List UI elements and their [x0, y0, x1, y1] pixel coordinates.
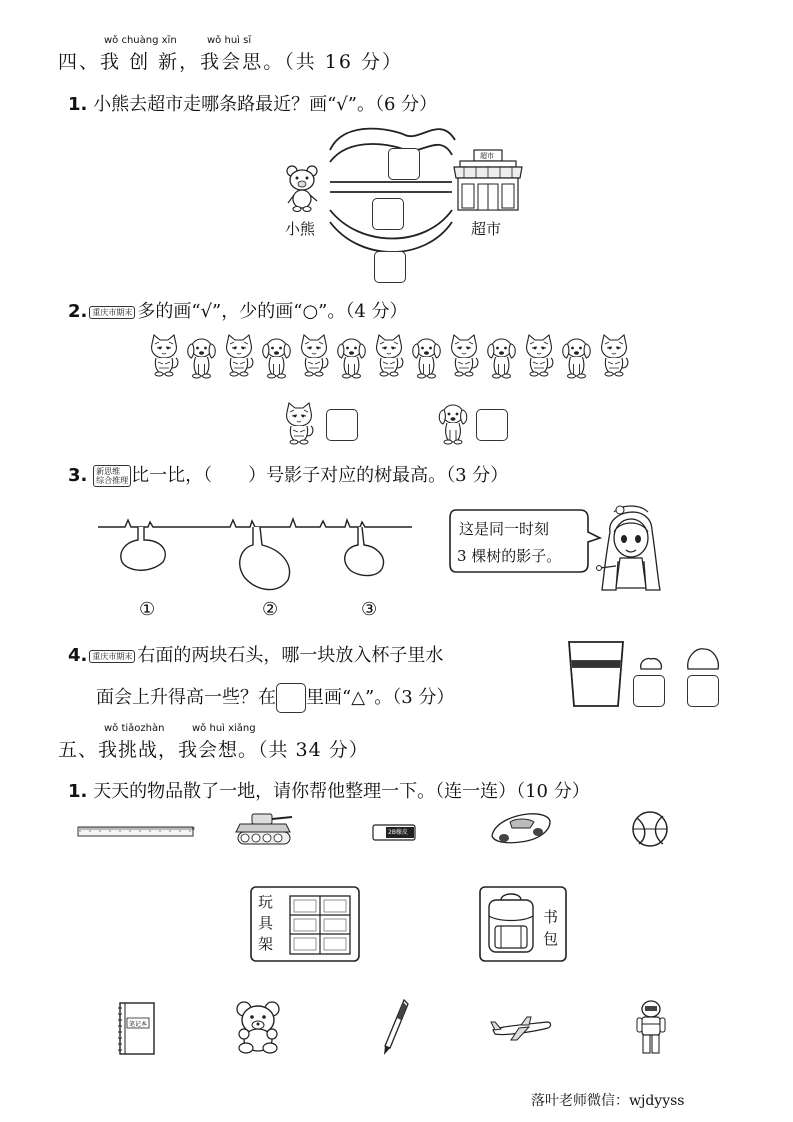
dog-sample-icon	[438, 400, 468, 444]
notebook-icon	[116, 1002, 156, 1056]
shadow-label-2: ②	[262, 599, 279, 620]
answer-box-dog[interactable]	[476, 409, 508, 441]
inline-answer-box	[276, 683, 306, 713]
section5-title: 五、我挑战，我会想。（共 34 分）	[58, 739, 369, 761]
toy-shelf-char-2: 具	[258, 914, 274, 932]
badge-new-thinking: 新思维 综合推理	[93, 465, 131, 487]
bear-icon	[284, 165, 324, 215]
toy-shelf-char-1: 玩	[258, 893, 274, 911]
badge-chongqing-final-2: 重庆市期末	[89, 650, 135, 663]
q4-4-line-1: 4. 重庆市期末 右面的两块石头，哪一块放入杯子里水	[68, 645, 444, 666]
answer-box-big-stone[interactable]	[687, 675, 719, 707]
ball-icon	[631, 810, 671, 850]
q4-2-title: 2. 重庆市期末 多的画“√”，少的画“○”。（4 分）	[68, 301, 408, 322]
big-stone-icon	[686, 647, 720, 671]
cat-sample-icon	[284, 400, 314, 444]
pen-icon	[380, 998, 410, 1056]
water-cup-icon	[566, 638, 626, 710]
notebook-label: 笔记本	[129, 1021, 148, 1028]
bear-label: 小熊	[285, 220, 316, 238]
q4-4-line-2: 面会上升得高一些？在 里画“△”。（3 分）	[96, 683, 454, 713]
ruler-icon	[78, 826, 194, 838]
tank-icon	[236, 812, 294, 846]
pinyin-wo-chuang-xin: wǒ chuàng xīn	[104, 35, 177, 46]
supermarket-sign: 超市	[480, 152, 494, 160]
girl-icon	[596, 502, 666, 594]
bubble-line-1: 这是同一时刻	[459, 520, 550, 538]
section4-title: 四、我 创 新，我会思。（共 16 分）	[58, 51, 403, 73]
tree-shadows-diagram	[0, 500, 793, 620]
q4-1-title: 1. 小熊去超市走哪条路最近？画“√”。（6 分）	[68, 94, 438, 115]
answer-box-small-stone[interactable]	[633, 675, 665, 707]
answer-box-top-road[interactable]	[388, 148, 420, 180]
pinyin-wo-hui-si: wǒ huì sī	[207, 35, 252, 46]
toy-shelf-char-3: 架	[258, 935, 274, 953]
teddy-bear-icon	[234, 1000, 284, 1054]
pinyin-wo-hui-xiang: wǒ huì xiǎng	[192, 723, 256, 734]
supermarket-label: 超市	[471, 220, 502, 238]
airplane-icon	[491, 1014, 553, 1044]
badge-chongqing-final: 重庆市期末	[89, 306, 135, 319]
q5-1-title: 1. 天天的物品散了一地，请你帮他整理一下。（连一连）（10 分）	[68, 781, 590, 802]
pinyin-wo-tiaozhan: wǒ tiǎozhàn	[104, 723, 165, 734]
shadow-label-1: ①	[139, 599, 156, 620]
bubble-line-2: 3 棵树的影子。	[457, 547, 562, 565]
schoolbag-char-1: 书	[543, 908, 559, 926]
schoolbag-char-2: 包	[543, 930, 559, 948]
answer-box-cat[interactable]	[326, 409, 358, 441]
cats-dogs-row	[0, 330, 793, 450]
robot-toy-icon	[636, 1000, 666, 1056]
answer-box-bottom-road[interactable]	[374, 251, 406, 283]
race-car-icon	[490, 810, 552, 846]
eraser-label: 2B橡皮	[388, 829, 408, 836]
q4-3-title: 3. 新思维 综合推理 比一比，（ ）号影子对应的树最高。（3 分）	[68, 465, 509, 486]
footer-watermark: 落叶老师微信：wjdyyss	[531, 1093, 685, 1109]
shadow-label-3: ③	[361, 599, 378, 620]
small-stone-icon	[639, 657, 663, 671]
answer-box-middle-road[interactable]	[372, 198, 404, 230]
